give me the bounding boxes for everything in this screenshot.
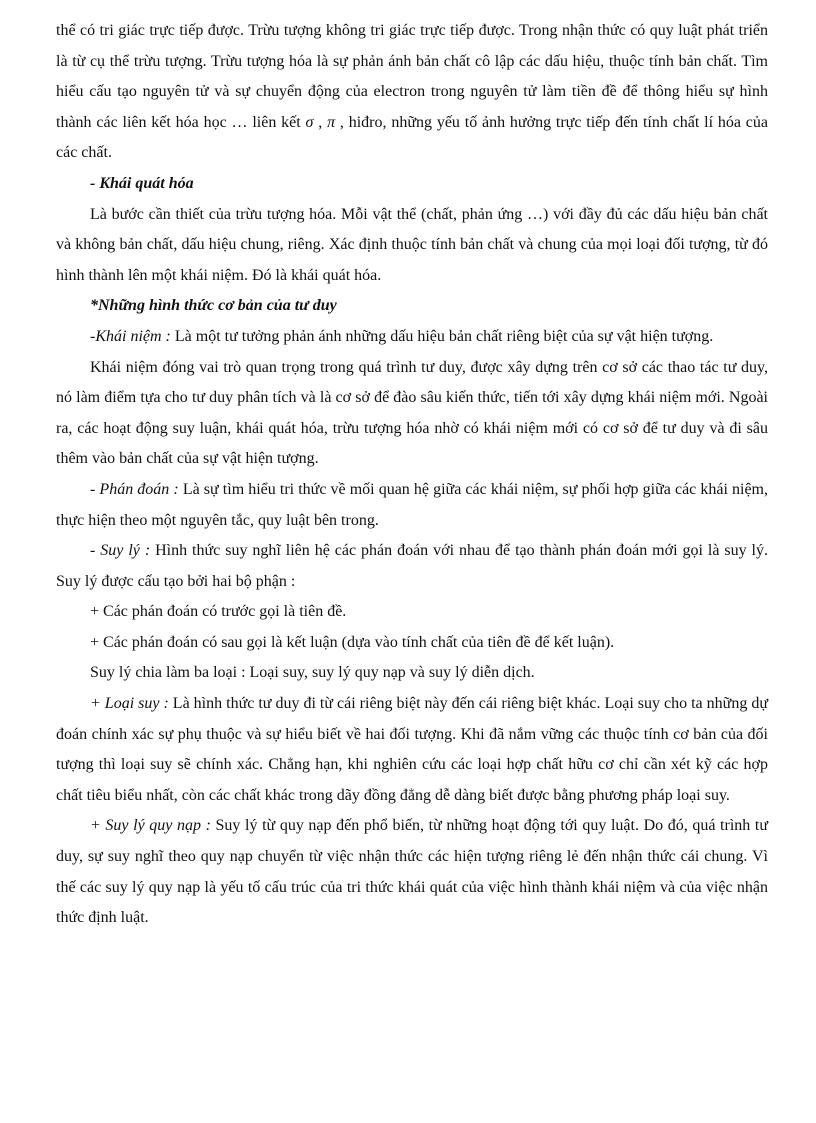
definition-reasoning: Hình thức suy nghĩ liên hệ các phán đoán với nhau để tạo thành phán đoán mới gọi là suy lý. Suy lý được cấu tạo bởi hai bộ phận :: [56, 542, 768, 590]
heading-generalization: - Khái quát hóa: [90, 174, 194, 192]
list-item-conclusion: + Các phán đoán có sau gọi là kết luận (dựa vào tính chất của tiên đề để kết luận).: [90, 633, 615, 651]
list-item-premise: + Các phán đoán có trước gọi là tiên đề.: [90, 603, 347, 621]
sigma-symbol: σ: [305, 113, 314, 131]
document-page: [56, 16, 768, 934]
definition-induction: Suy lý từ quy nạp đến phổ biến, từ những hoạt động tới quy luật. Do đó, quá trình tư duy, sự suy nghĩ theo quy nạp chuyển từ việc nhận thức các hiện tượng riêng lẻ đến nhận thức cái chung. Vì thế các suy lý quy nạp là yếu tố cấu trúc của tri thức khái quát của việc hình thành khái niệm và của việc nhận thức định luật.: [56, 817, 768, 927]
term-reasoning: - Suy lý :: [90, 542, 151, 560]
heading-basic-forms-of-thinking: *Những hình thức cơ bản của tư duy: [90, 297, 337, 315]
paragraph-concept-detail: Khái niệm đóng vai trò quan trọng trong quá trình tư duy, được xây dựng trên cơ sở các thao tác tư duy, nó làm điểm tựa cho tư duy phân tích và là cơ sở để đào sâu kiến thức, tiến tới xây dựng khái niệm mới. Ngoài ra, các hoạt động suy luận, khái quát hóa, trừu tượng hóa nhờ có khái niệm mới có cơ sở để tư duy và đi sâu thêm vào bản chất của sự vật hiện tượng.: [56, 358, 768, 468]
paragraph-abstraction-ending: , hiđro, những yếu tố ảnh hưởng trực tiếp đến tính chất lí hóa của các chất.: [56, 113, 769, 162]
definition-judgment: Là sự tìm hiểu tri thức về mối quan hệ giữa các khái niệm, sự phối hợp giữa các khái niệm, thực hiện theo một nguyên tắc, quy luật bên trong.: [56, 480, 769, 529]
definition-analogy: Là hình thức tư duy đi từ cái riêng biệt này đến cái riêng biệt khác. Loại suy cho ta những dự đoán chính xác sự phụ thuộc và sự hiểu biết về hai đối tượng. Khi đã nắm vững các thuộc tính cơ bản của đối tượng thì loại suy sẽ chính xác. Chẳng hạn, khi nghiên cứu các loại hợp chất hữu cơ chỉ cần xét kỹ các hợp chất tiêu biểu nhất, còn các chất khác trong dãy đồng đẳng dễ dàng biết được bằng phương pháp loại suy.: [56, 695, 768, 804]
paragraph-generalization: Là bước cần thiết của trừu tượng hóa. Mỗi vật thể (chất, phản ứng …) với đầy đủ các dấu hiệu bản chất và không bản chất, dấu hiệu chung, riêng. Xác định thuộc tính bản chất và chung của mọi loại đối tượng, từ đó hình thành lên một khái niệm. Đó là khái quát hóa.: [56, 205, 768, 284]
paragraph-judgment: [56, 475, 768, 536]
term-judgment: - Phán đoán :: [90, 480, 179, 498]
paragraph-abstraction-text: thể có tri giác trực tiếp được. Trừu tượng không tri giác trực tiếp được. Trong nhận thức có quy luật phát triển là từ cụ thể trừu tượng. Trừu tượng hóa là sự phản ánh bản chất cô lập các dấu hiệu, thuộc tính bản chất. Tìm hiểu cấu tạo nguyên tử và sự chuyển động của electron trong nguyên tử làm tiền đề để thông hiểu sự hình thành các liên kết hóa học … liên kết: [56, 22, 768, 131]
pi-symbol: π: [327, 113, 336, 131]
term-concept: -Khái niệm :: [90, 327, 171, 345]
paragraph-concept: [56, 322, 768, 353]
term-analogy: + Loại suy :: [90, 695, 169, 713]
paragraph-reasoning: [56, 536, 768, 597]
definition-concept: Là một tư tưởng phản ánh những dấu hiệu bản chất riêng biệt của sự vật hiện tượng.: [170, 327, 714, 345]
term-induction: + Suy lý quy nạp :: [90, 817, 211, 835]
paragraph-analogy: [56, 689, 768, 811]
paragraph-abstraction: [56, 16, 768, 169]
paragraph-three-types: Suy lý chia làm ba loại : Loại suy, suy lý quy nạp và suy lý diễn dịch.: [90, 664, 535, 682]
paragraph-induction: [56, 811, 768, 933]
symbol-separator: ,: [313, 113, 328, 131]
